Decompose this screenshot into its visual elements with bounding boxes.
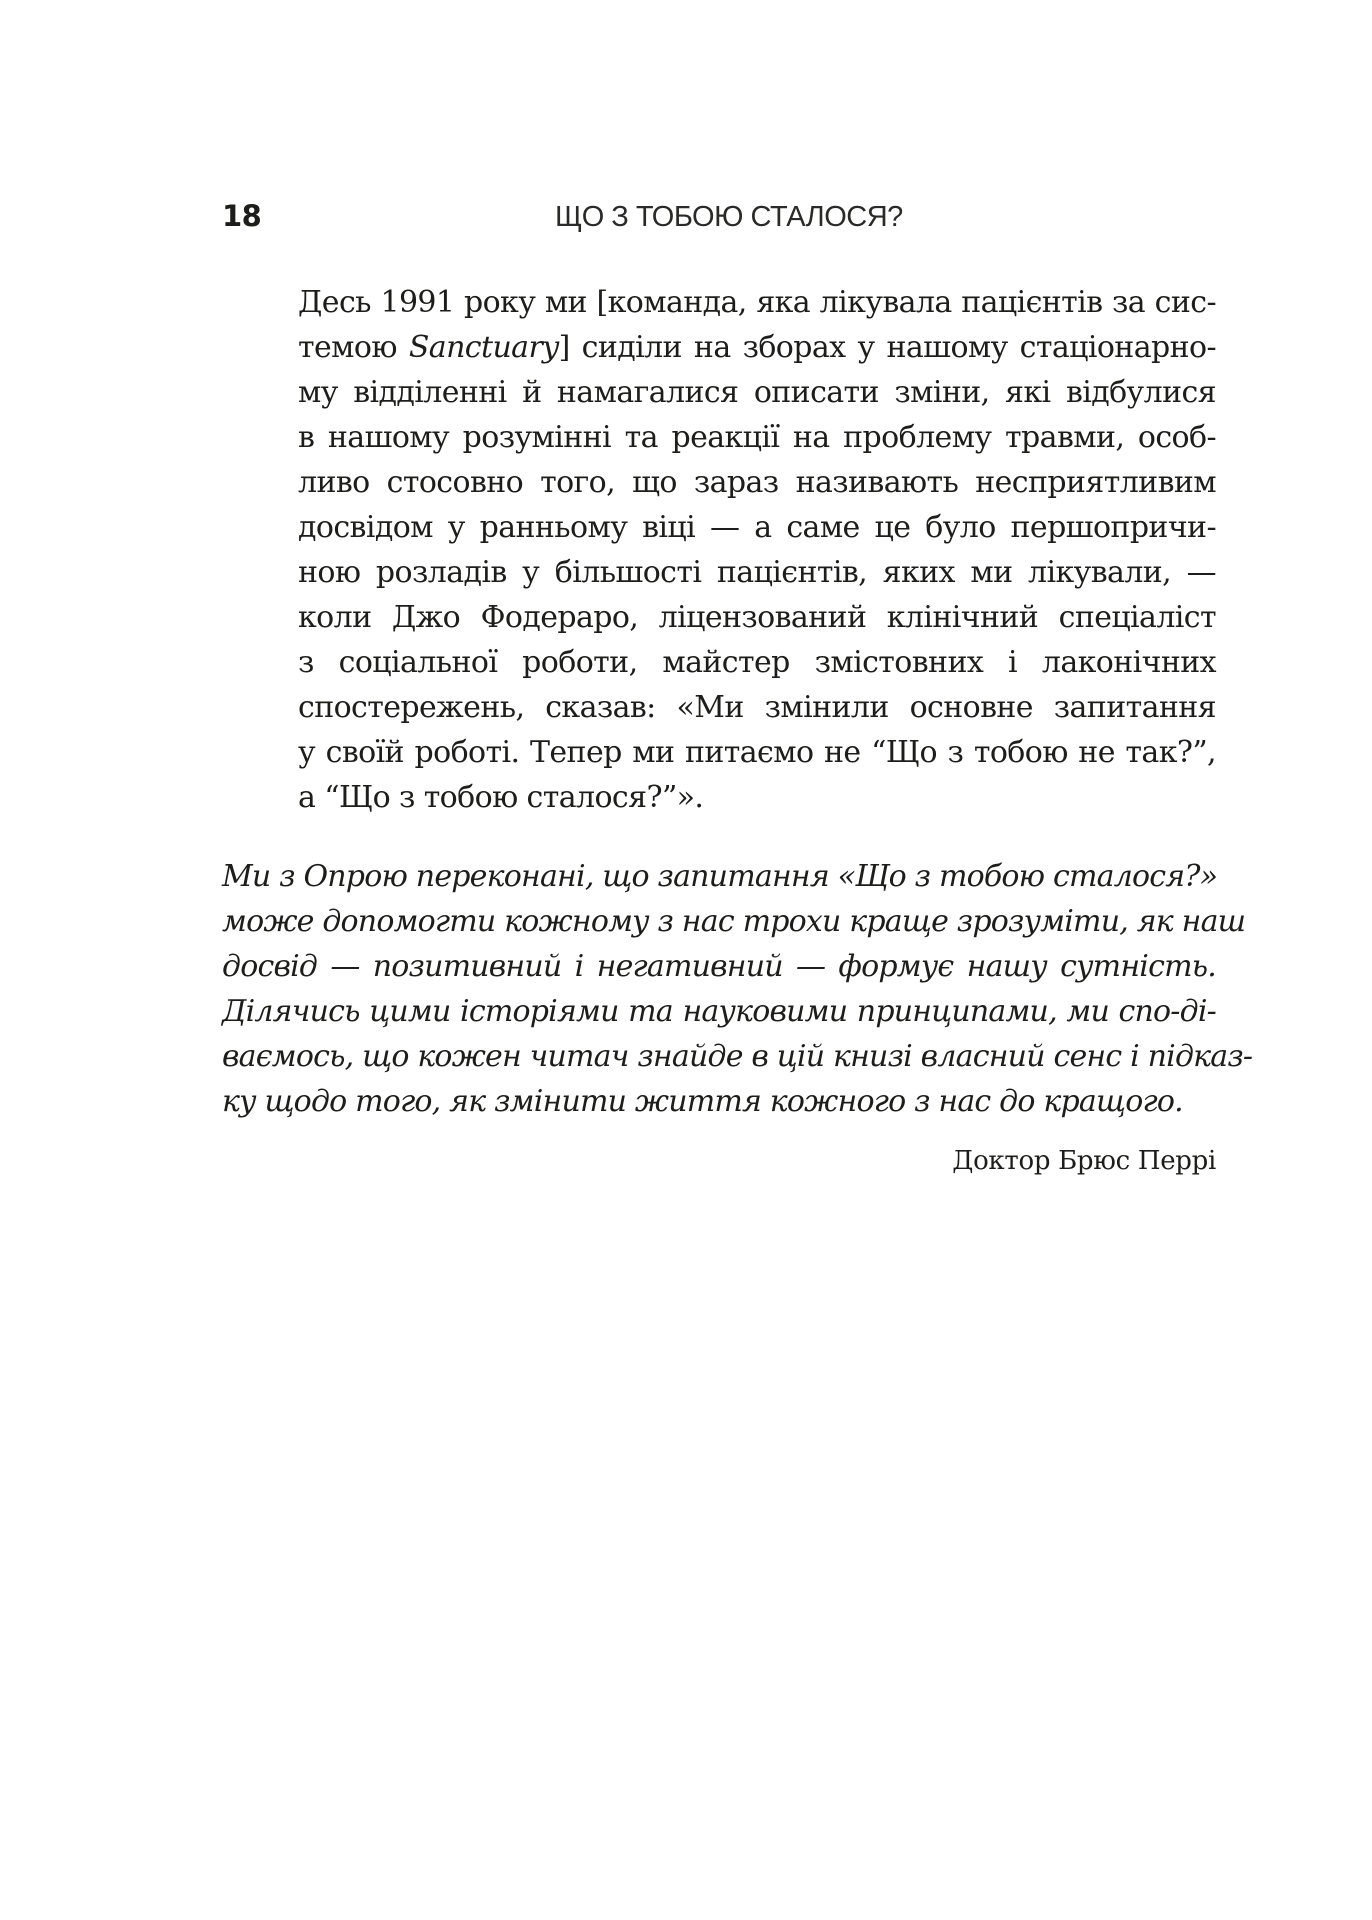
quote-line: темою Sanctuary] сиділи на зборах у нашому стаціонарно- [298, 330, 1216, 365]
page-number: 18 [222, 199, 262, 233]
closing-line: Ділячись цими історіями та науковими принципами, ми спо-ді- [222, 994, 1216, 1029]
quote-line: коли Джо Фодераро, ліцензований клінічний спеціаліст [298, 600, 1216, 635]
quote-line: досвідом у ранньому віці — а саме це було першопричи- [298, 510, 1216, 545]
quote-line: ливо стосовно того, що зараз називають несприятливим [298, 465, 1216, 500]
block-quote [298, 280, 1216, 820]
closing-line: ваємось, що кожен читач знайде в цій книзі власний сенс і підказ- [222, 1039, 1253, 1074]
quote-line: му відділенні й намагалися описати зміни, які відбулися [298, 375, 1216, 410]
quote-line: а “Що з тобою сталося?”». [298, 780, 704, 815]
closing-line: може допомогти кожному з нас трохи краще зрозуміти, як наш [222, 904, 1246, 939]
author-signature: Доктор Брюс Перрі [952, 1146, 1216, 1176]
closing-line: досвід — позитивний і негативний — формує нашу сутність. [222, 949, 1216, 984]
italic-term: Sanctuary [408, 330, 559, 365]
quote-line: у своїй роботі. Тепер ми питаємо не “Що з тобою не так?”, [298, 735, 1216, 770]
closing-line: ку щодо того, як змінити життя кожного з нас до кращого. [222, 1084, 1183, 1119]
quote-line: в нашому розумінні та реакції на проблему травми, особ- [298, 420, 1216, 455]
quote-line: ною розладів у більшості пацієнтів, яких ми лікували, — [298, 555, 1216, 590]
closing-line: Ми з Опрою переконані, що запитання «Що з тобою сталося?» [222, 859, 1218, 894]
running-head-title: ЩО З ТОБОЮ СТАЛОСЯ? [555, 201, 903, 233]
quote-line: Десь 1991 року ми [команда, яка лікувала пацієнтів за сис- [298, 285, 1216, 320]
closing-paragraph [222, 854, 1253, 1124]
quote-line: з соціальної роботи, майстер змістовних і лаконічних [298, 645, 1216, 680]
quote-line: спостережень, сказав: «Ми змінили основне запитання [298, 690, 1216, 725]
